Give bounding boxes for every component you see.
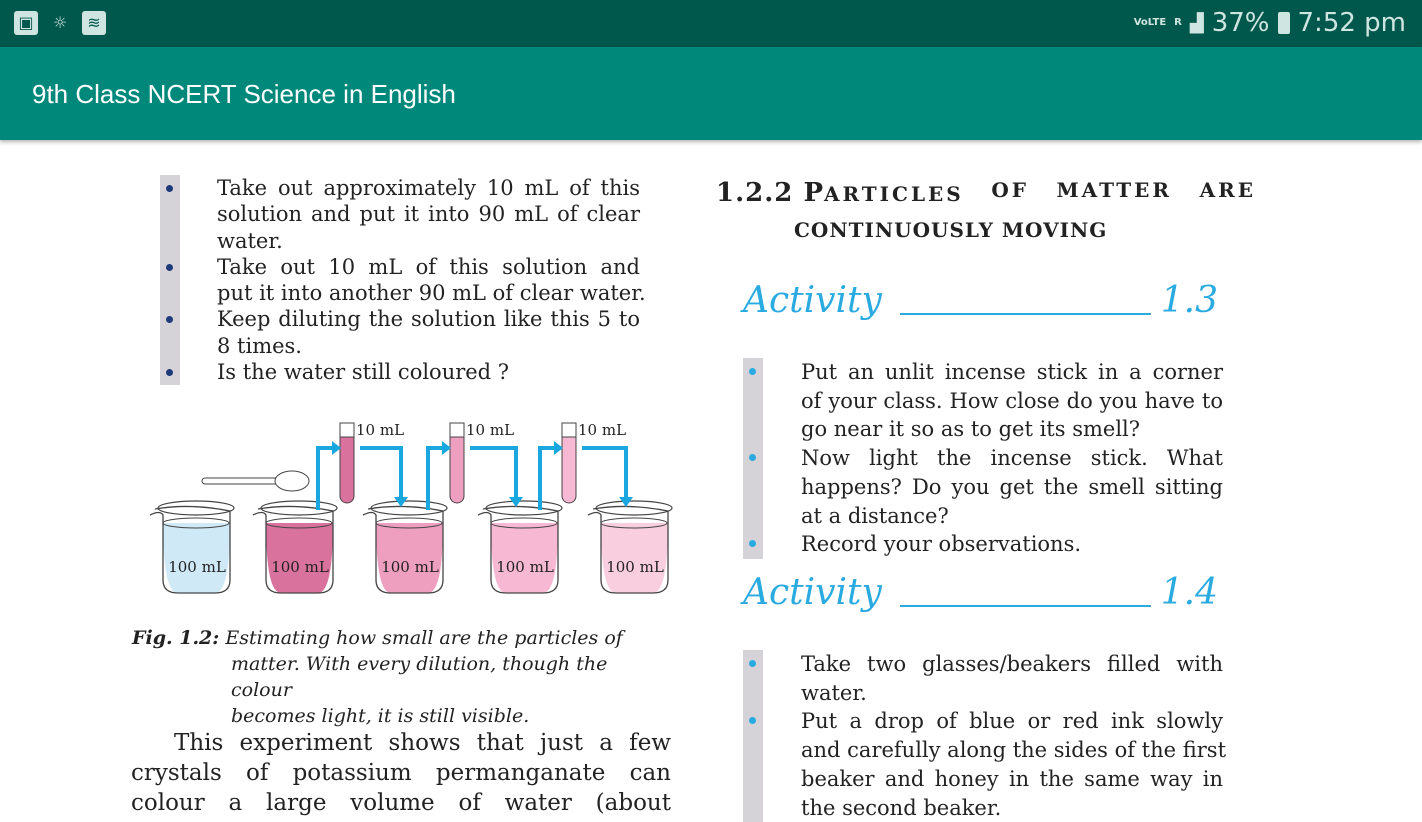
activity-label: Activity: [743, 572, 882, 613]
app-toolbar: [0, 47, 1422, 140]
clock: 7:52 pm: [1297, 8, 1406, 38]
list-item: [160, 254, 646, 307]
arrow-icon: [540, 448, 556, 510]
beaker-rim: [158, 501, 234, 515]
beaker-label: 100 mL: [271, 558, 329, 576]
battery-icon: [1278, 12, 1290, 34]
image-icon: ▣: [14, 11, 38, 35]
wifi-icon: ≋: [82, 11, 106, 35]
body-paragraph: [131, 728, 671, 818]
list-item: [160, 306, 640, 359]
paragraph-line: colour a large volume of water (about: [131, 790, 671, 816]
bullet-icon: [166, 369, 173, 376]
app-title: 9th Class NCERT Science in English: [32, 79, 456, 109]
heading-word: OF: [991, 178, 1029, 202]
list-item-line: happens? Do you get the smell sitting: [801, 474, 1223, 499]
list-item: [743, 358, 1223, 444]
bullet-icon: [749, 368, 756, 375]
arrowhead: [619, 497, 633, 507]
heading-line-2: CONTINUOUSLY MOVING: [794, 218, 1108, 242]
bullet-icon: [749, 454, 756, 461]
spoon-bowl: [275, 471, 309, 491]
activity-1-3-heading: [743, 280, 1218, 321]
paragraph-line: crystals of potassium permanganate can: [131, 760, 671, 786]
arrowhead: [509, 497, 523, 507]
beaker-rim: [596, 501, 672, 515]
list-item-line: Is the water still coloured ?: [217, 360, 510, 385]
arrow-icon: [428, 448, 444, 510]
activity-1-4-list: [743, 650, 1227, 822]
list-item-line: at a distance?: [801, 503, 949, 528]
section-heading: [716, 178, 1256, 242]
test-tube-label: 10 mL: [578, 421, 627, 439]
list-item-line: Take out 10 mL of this solution and: [217, 254, 640, 279]
list-item: [743, 444, 1223, 530]
list-item-line: 8 times.: [217, 333, 302, 358]
beaker-label: 100 mL: [606, 558, 664, 576]
roaming-indicator: R: [1174, 17, 1182, 28]
caption-line: becomes light, it is still visible.: [231, 705, 530, 727]
list-item-line: Put a drop of blue or red ink slowly: [801, 709, 1223, 734]
list-item-line: of your class. How close do you have to: [801, 388, 1223, 413]
bullet-icon: [166, 185, 173, 192]
test-tube-top: [340, 423, 354, 437]
left-bullet-list: [160, 175, 646, 385]
caption-line: Estimating how small are the particles of: [225, 627, 623, 649]
test-tube-label: 10 mL: [466, 421, 515, 439]
no-sync-icon: ☼: [52, 13, 68, 32]
dilution-figure: [145, 415, 685, 600]
caption-label: Fig. 1.2:: [132, 627, 220, 649]
list-item: [743, 707, 1227, 822]
list-item-line: water.: [217, 228, 283, 253]
list-item-line: Record your observations.: [801, 532, 1082, 557]
bullet-icon: [749, 540, 756, 547]
bullet-icon: [749, 717, 756, 724]
list-item-line: Take out approximately 10 mL of this: [217, 176, 640, 200]
test-tube-label: 10 mL: [356, 421, 405, 439]
activity-label: Activity: [743, 280, 882, 321]
arrow-icon: [360, 448, 401, 499]
list-item-line: Take two glasses/beakers filled with: [801, 652, 1223, 676]
test-tube-top: [562, 423, 576, 437]
heading-word: ARTICLES: [824, 182, 964, 206]
list-item-line: go near it so as to get its smell?: [801, 417, 1141, 442]
heading-word: MATTER: [1056, 178, 1173, 202]
activity-number: 1.3: [1160, 280, 1218, 321]
beaker-rim: [261, 501, 337, 515]
activity-1-4-heading: [743, 572, 1218, 613]
list-item-line: beaker and honey in the same way in: [801, 766, 1223, 791]
bullet-icon: [166, 264, 173, 271]
divider: [900, 605, 1151, 607]
arrow-icon: [470, 448, 516, 499]
beaker-rim: [371, 501, 447, 515]
list-item: [743, 530, 1223, 559]
list-item: [743, 650, 1223, 707]
battery-percent: 37%: [1211, 8, 1270, 38]
activity-1-3-list: [743, 358, 1223, 559]
volte-indicator: VoLTE: [1133, 17, 1167, 28]
signal-icon: ▟: [1189, 12, 1204, 34]
figure-caption: [132, 625, 672, 729]
heading-word: P: [803, 178, 825, 208]
arrowhead: [394, 497, 408, 507]
section-number: 1.2.2: [716, 178, 794, 208]
bullet-icon: [166, 316, 173, 323]
beaker-label: 100 mL: [168, 558, 226, 576]
list-item-line: water.: [801, 680, 867, 705]
test-tube-top: [450, 423, 464, 437]
heading-word: ARE: [1199, 178, 1256, 202]
bullet-icon: [749, 660, 756, 667]
arrow-icon: [318, 448, 334, 510]
activity-number: 1.4: [1160, 572, 1218, 613]
status-bar: [0, 0, 1422, 47]
list-item-line: Keep diluting the solution like this 5 to: [217, 307, 640, 332]
beaker-label: 100 mL: [381, 558, 439, 576]
list-item-line: solution and put it into 90 mL of clear: [217, 202, 640, 227]
divider: [900, 313, 1151, 315]
list-item: [160, 359, 640, 385]
beaker-rim: [486, 501, 562, 515]
list-item-line: Now light the incense stick. What: [801, 446, 1223, 471]
beaker-label: 100 mL: [496, 558, 554, 576]
list-item-line: and carefully along the sides of the first: [801, 738, 1227, 763]
list-item: [160, 175, 640, 254]
caption-line: matter. With every dilution, though the colour: [231, 653, 608, 701]
paragraph-line: This experiment shows that just a few: [174, 730, 671, 756]
arrow-icon: [582, 448, 626, 499]
list-item-line: Put an unlit incense stick in a corner: [801, 360, 1223, 384]
list-item-line: put it into another 90 mL of clear water.: [217, 281, 646, 306]
list-item-line: the second beaker.: [801, 795, 1002, 820]
